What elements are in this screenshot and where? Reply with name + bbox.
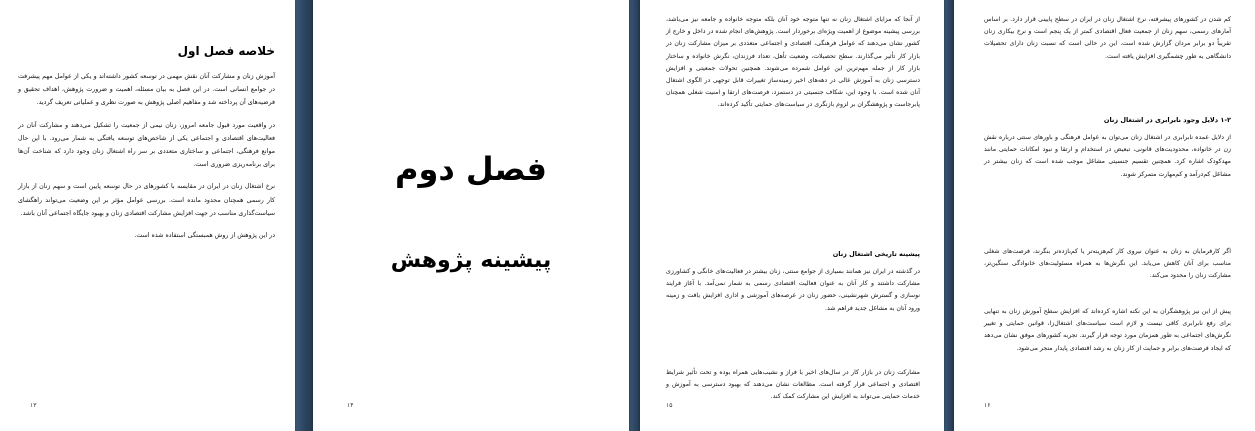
document-page-13 (0, 0, 295, 431)
body-paragraph: از دلایل عمده نابرابری در اشتغال زنان می‌توان به عوامل فرهنگی و باورهای سنتی درباره نقش زن در خانواده، محدودیت‌های قانونی، تبعیض در استخدام و ارتقا و نبود امکانات حمایتی مانند مهدکودک اشاره کرد. همچنین تقسیم جنسیتی مشاغل موجب شده است که زنان بیشتر در مشاغل کم‌درآمد و کم‌مهارت متمرکز شوند. (984, 134, 1231, 178)
document-page-16 (954, 0, 1255, 431)
page-number: ۱۵ (666, 402, 673, 409)
chapter-title: فصل دوم (395, 150, 547, 188)
page-gutter (944, 0, 954, 431)
chapter-summary-heading: خلاصه فصل اول (177, 44, 275, 58)
body-paragraph: کم شدن در کشورهای پیشرفته، نرخ اشتغال زنان در ایران در سطح پایینی قرار دارد. بر اساس آمارهای رسمی، سهم زنان از جمعیت فعال اقتصادی کمتر از یک پنجم است و نرخ بیکاری زنان تقریباً دو برابر مردان گزارش شده است. این در حالی است که نسبت زنان دارای تحصیلات دانشگاهی به طور چشمگیری افزایش یافته است. (984, 16, 1231, 60)
body-paragraph: آموزش زنان و مشارکت آنان نقش مهمی در توسعه کشور داشته‌اند و یکی از عوامل مهم پیشرفت در جوامع انسانی است. در این فصل به بیان مسئله، اهمیت و ضرورت پژوهش، اهداف تحقیق و فرضیه‌های آن پرداخته شد و مفاهیم اصلی پژوهش به صورت نظری و عملیاتی تعریف گردید. (18, 73, 275, 107)
document-page-15 (640, 0, 944, 431)
body-paragraph: پیش از این نیز پژوهشگران به این نکته اشاره کرده‌اند که افزایش سطح آموزش زنان به تنهایی برای رفع نابرابری کافی نیست و لازم است سیاست‌های اشتغال‌زا، قوانین حمایتی و تغییر نگرش‌های اجتماعی به طور همزمان مورد توجه قرار گیرند. تجربه کشورهای موفق نشان می‌دهد که ایجاد فرصت‌های برابر و حمایت از کار زنان به رشد اقتصادی پایدار منجر می‌شود. (984, 308, 1231, 352)
body-paragraph: اگر کارفرمایان به زنان به عنوان نیروی کار کم‌هزینه‌تر یا کم‌بازده‌تر بنگرند، فرصت‌های شغلی مناسب برای آنان کاهش می‌یابد. این نگرش‌ها به همراه مسئولیت‌های خانوادگی سنگین‌تر، مشارکت زنان را محدود می‌کند. (984, 248, 1231, 280)
body-paragraph: در گذشته در ایران نیز همانند بسیاری از جوامع سنتی، زنان بیشتر در فعالیت‌های خانگی و کشاورزی مشارکت داشتند و کار آنان به عنوان فعالیت اقتصادی رسمی به شمار نمی‌آمد. با آغاز فرایند نوسازی و گسترش شهرنشینی، حضور زنان در عرصه‌های آموزشی و اداری افزایش یافت و زمینه ورود آنان به مشاغل جدید فراهم شد. (666, 268, 920, 312)
body-paragraph: از آنجا که مزایای اشتغال زنان نه تنها متوجه خود آنان بلکه متوجه خانواده و جامعه نیز می‌باشد، بررسی پیشینه موضوع از اهمیت ویژه‌ای برخوردار است. پژوهش‌های انجام شده در داخل و خارج از کشور نشان می‌دهند که عوامل فرهنگی، اقتصادی و اجتماعی متعددی بر میزان مشارکت زنان در بازار کار تأثیر می‌گذارند. سطح تحصیلات، وضعیت تأهل، تعداد فرزندان، نگرش خانواده و ساختار بازار کار از جمله مهم‌ترین این عوامل شمرده می‌شوند. همچنین تحولات جمعیتی و افزایش دسترسی زنان به آموزش عالی در دهه‌های اخیر زمینه‌ساز تغییرات قابل توجهی در الگوی اشتغال آنان شده است. با وجود این، شکاف جنسیتی در دستمزد، فرصت‌های ارتقا و امنیت شغلی همچنان پابرجاست و پژوهشگران بر لزوم بازنگری در سیاست‌های حمایتی تأکید کرده‌اند. (666, 16, 920, 109)
body-paragraph: مشارکت زنان در بازار کار در سال‌های اخیر با فراز و نشیب‌هایی همراه بوده و تحت تأثیر شرایط اقتصادی و اجتماعی قرار گرفته است. مطالعات نشان می‌دهند که بهبود دسترسی به آموزش و خدمات حمایتی می‌تواند به افزایش این مشارکت کمک کند. (666, 369, 920, 401)
body-paragraph: در واقعیت مورد قبول جامعه امروز، زنان نیمی از جمعیت را تشکیل می‌دهند و مشارکت آنان در فعالیت‌های اقتصادی و اجتماعی یکی از شاخص‌های توسعه یافتگی به شمار می‌رود. با این حال موانع فرهنگی، اجتماعی و ساختاری متعددی بر سر راه اشتغال زنان وجود دارد که شناخت آن‌ها برای برنامه‌ریزی ضروری است. (18, 121, 275, 169)
page-gutter (629, 0, 640, 431)
document-page-14 (313, 0, 629, 431)
page-body-text (18, 70, 275, 251)
body-paragraph: نرخ اشتغال زنان در ایران در مقایسه با کشورهای در حال توسعه پایین است و سهم زنان از بازار کار رسمی همچنان محدود مانده است. بررسی عوامل مؤثر بر این وضعیت می‌تواند راهگشای سیاست‌گذاری مناسب در جهت افزایش مشارکت اقتصادی زنان و بهبود جایگاه اجتماعی آنان باشد. (18, 183, 275, 217)
section-heading: پیشینه تاریخی اشتغال زنان (832, 250, 920, 258)
chapter-subtitle: پیشینه پژوهش (390, 248, 552, 273)
body-paragraph: در این پژوهش از روش همبستگی استفاده شده است. (134, 232, 275, 240)
page-gutter (295, 0, 313, 431)
section-heading: ۱-۲ دلایل وجود نابرابری در اشتغال زنان (1103, 116, 1231, 124)
page-number: ۱۶ (984, 402, 991, 409)
page-number: ۱۴ (347, 402, 354, 409)
page-number: ۱۳ (30, 402, 37, 409)
